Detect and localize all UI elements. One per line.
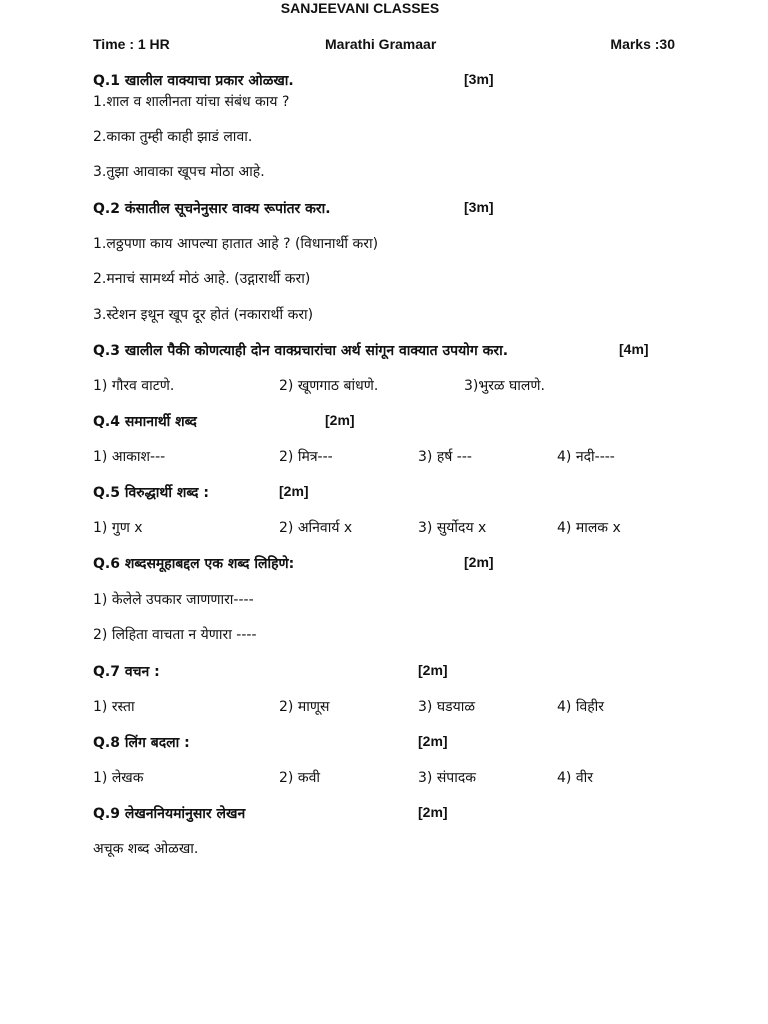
question-6-marks: [2m] [464, 554, 494, 570]
question-1-marks: [3m] [464, 71, 494, 87]
time-label: Time : 1 HR [93, 36, 170, 52]
question-5-item: 4) मालक x [557, 520, 621, 536]
question-8-item: 1) लेखक [93, 770, 144, 786]
question-1-item: 2.काका तुम्ही काही झाडं लावा. [93, 129, 253, 145]
question-9-marks: [2m] [418, 804, 448, 820]
question-5-item: 1) गुण x [93, 520, 143, 536]
question-5-title: Q.5 विरुद्धार्थी शब्द : [93, 485, 209, 501]
question-7-heading [93, 662, 693, 682]
question-8-title: Q.8 लिंग बदला : [93, 735, 190, 751]
question-1-title: Q.1 खालील वाक्याचा प्रकार ओळखा. [93, 73, 294, 89]
question-8-heading [93, 733, 693, 753]
question-5-heading [93, 483, 693, 503]
question-5-marks: [2m] [279, 483, 309, 499]
question-3-marks: [4m] [619, 341, 649, 357]
question-3-item: 3)भुरळ घालणे. [464, 378, 545, 394]
question-7-item: 4) विहीर [557, 699, 605, 715]
question-6-title: Q.6 शब्दसमूहाबद्दल एक शब्द लिहिणे: [93, 556, 295, 572]
question-9-heading [93, 804, 693, 824]
question-4-heading [93, 412, 693, 432]
question-4-item: 2) मित्र--- [279, 449, 333, 465]
question-4-item: 1) आकाश--- [93, 449, 166, 465]
question-7-options [93, 697, 693, 717]
question-2-heading [93, 199, 693, 219]
question-1-heading [93, 71, 693, 91]
question-4-marks: [2m] [325, 412, 355, 428]
question-3-options [93, 376, 693, 396]
question-2-item: 2.मनाचं सामर्थ्य मोठं आहे. (उद्गारार्थी करा) [93, 271, 311, 287]
question-6-item: 1) केलेले उपकार जाणणारा---- [93, 592, 254, 608]
question-9-item: अचूक शब्द ओळखा. [93, 841, 199, 857]
question-8-marks: [2m] [418, 733, 448, 749]
question-2-title: Q.2 कंसातील सूचनेनुसार वाक्य रूपांतर करा. [93, 201, 331, 217]
total-marks-label: Marks :30 [610, 36, 675, 52]
question-2-item: 1.लठ्ठपणा काय आपल्या हातात आहे ? (विधानार्थी करा) [93, 236, 379, 252]
question-3-title: Q.3 खालील पैकी कोणत्याही दोन वाक्प्रचारांचा अर्थ सांगून वाक्यात उपयोग करा. [93, 343, 509, 359]
question-6-item: 2) लिहिता वाचता न येणारा ---- [93, 627, 257, 643]
question-8-item: 4) वीर [557, 770, 593, 786]
question-4-options [93, 447, 693, 467]
question-1-item: 1.शाल व शालीनता यांचा संबंध काय ? [93, 94, 290, 110]
question-3-heading [93, 341, 693, 361]
question-5-item: 2) अनिवार्य x [279, 520, 353, 536]
question-7-item: 1) रस्ता [93, 699, 135, 715]
question-8-options [93, 768, 693, 788]
question-1-item: 3.तुझा आवाका खूपच मोठा आहे. [93, 164, 265, 180]
question-2-item: 3.स्टेशन इथून खूप दूर होतं (नकारार्थी करा) [93, 307, 314, 323]
question-7-item: 3) घडयाळ [418, 699, 475, 715]
question-6-heading [93, 554, 693, 574]
question-4-item: 4) नदी---- [557, 449, 615, 465]
question-4-item: 3) हर्ष --- [418, 449, 472, 465]
question-3-item: 1) गौरव वाटणे. [93, 378, 175, 394]
subject-label: Marathi Gramaar [325, 36, 437, 52]
question-8-item: 2) कवी [279, 770, 320, 786]
question-2-marks: [3m] [464, 199, 494, 215]
question-9-title: Q.9 लेखननियमांनुसार लेखन [93, 806, 246, 822]
institute-title: SANJEEVANI CLASSES [280, 0, 440, 16]
question-8-item: 3) संपादक [418, 770, 477, 786]
question-5-item: 3) सुर्योदय x [418, 520, 487, 536]
question-7-item: 2) माणूस [279, 699, 330, 715]
question-5-options [93, 518, 693, 538]
question-7-marks: [2m] [418, 662, 448, 678]
question-4-title: Q.4 समानार्थी शब्द [93, 414, 197, 430]
question-7-title: Q.7 वचन : [93, 664, 160, 680]
question-3-item: 2) खूणगाठ बांधणे. [279, 378, 379, 394]
